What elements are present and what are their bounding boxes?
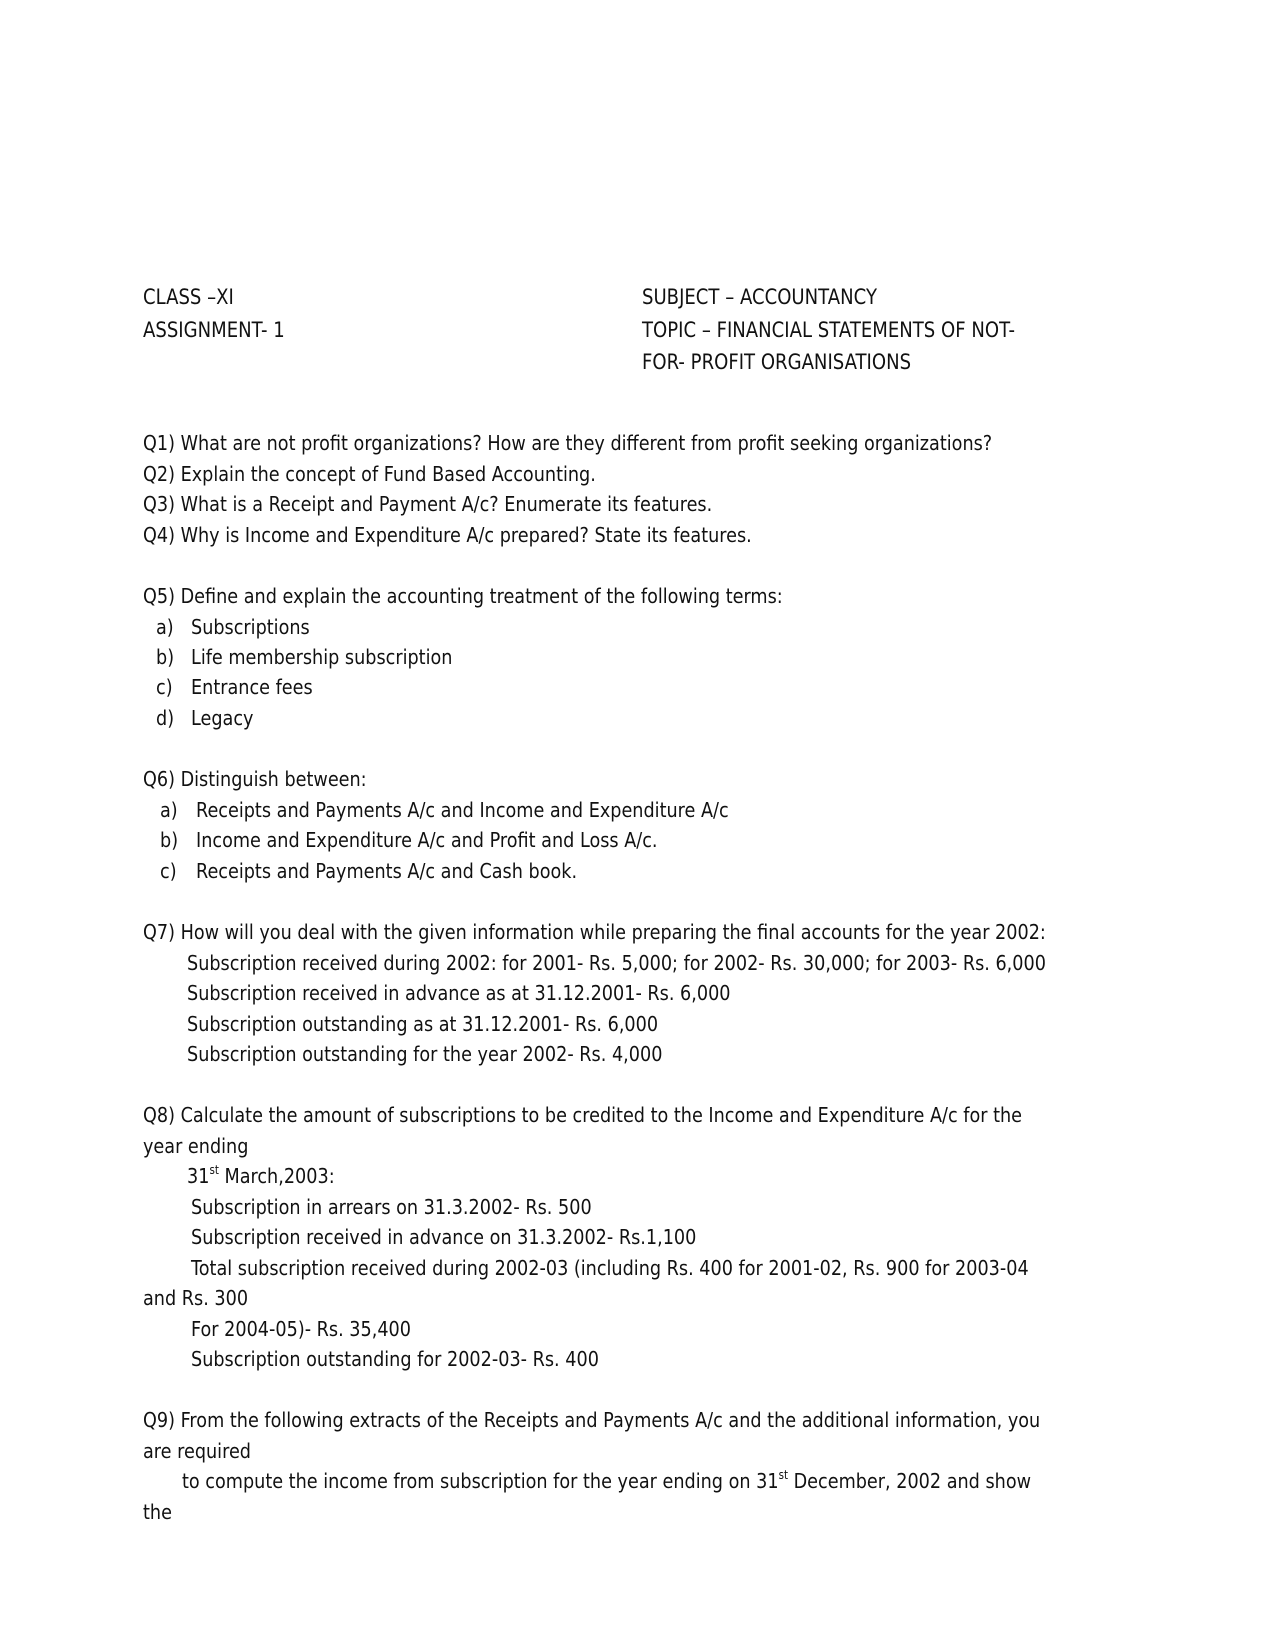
q8-date-suffix: st [209, 1163, 219, 1177]
q7-detail-line: Subscription outstanding as at 31.12.2001- Rs. 6,000 [187, 1012, 659, 1036]
question-3: Q3) What is a Receipt and Payment A/c? Enumerate its features. [143, 492, 713, 516]
question-2: Q2) Explain the concept of Fund Based Accounting. [143, 462, 596, 486]
question-1: Q1) What are not profit organizations? How are they different from profit seeking organizations? [143, 431, 993, 455]
q9-line3-suffix: st [778, 1468, 789, 1482]
question-8-continued: year ending [143, 1134, 249, 1158]
q8-detail-line: Subscription in arrears on 31.3.2002- Rs. 500 [191, 1195, 592, 1219]
q9-line3-pre: to compute the income from subscription for the year ending on 31 [182, 1469, 779, 1493]
q8-detail-line: Subscription outstanding for 2002-03- Rs. 400 [191, 1347, 599, 1371]
q6-item-text: Income and Expenditure A/c and Profit and Loss A/c. [196, 828, 658, 852]
q5-item-marker: b) [156, 645, 175, 669]
assignment-label: ASSIGNMENT- 1 [143, 318, 285, 342]
question-4: Q4) Why is Income and Expenditure A/c prepared? State its features. [143, 523, 752, 547]
question-5: Q5) Define and explain the accounting treatment of the following terms: [143, 584, 783, 608]
q7-detail-line: Subscription received in advance as at 31.12.2001- Rs. 6,000 [187, 981, 731, 1005]
class-label: CLASS –XI [143, 285, 234, 309]
question-9-line-4: the [143, 1500, 172, 1524]
q5-item-marker: d) [156, 706, 175, 730]
question-9-line-3 [182, 1468, 1032, 1493]
q8-detail-line: Subscription received in advance on 31.3.2002- Rs.1,100 [191, 1225, 697, 1249]
topic-line-2: FOR- PROFIT ORGANISATIONS [642, 350, 912, 374]
q7-detail-line: Subscription received during 2002: for 2001- Rs. 5,000; for 2002- Rs. 30,000; for 2003- Rs. 6,000 [187, 951, 1046, 975]
q7-detail-line: Subscription outstanding for the year 2002- Rs. 4,000 [187, 1042, 663, 1066]
question-7: Q7) How will you deal with the given information while preparing the final accounts for the year 2002: [143, 920, 1046, 944]
q8-date-day: 31 [187, 1164, 210, 1188]
q8-date-line [187, 1163, 335, 1188]
q8-detail-line: and Rs. 300 [143, 1286, 249, 1310]
q6-item-text: Receipts and Payments A/c and Cash book. [196, 859, 578, 883]
q5-item-marker: c) [156, 675, 173, 699]
question-9-continued: are required [143, 1439, 251, 1463]
q5-item-text: Legacy [191, 706, 254, 730]
q9-line3-post: December, 2002 and show [788, 1469, 1032, 1493]
q5-item-text: Life membership subscription [191, 645, 453, 669]
q6-item-text: Receipts and Payments A/c and Income and Expenditure A/c [196, 798, 729, 822]
q5-item-text: Entrance fees [191, 675, 313, 699]
q6-item-marker: b) [160, 828, 179, 852]
question-6: Q6) Distinguish between: [143, 767, 367, 791]
topic-line-1: TOPIC – FINANCIAL STATEMENTS OF NOT- [642, 318, 1015, 342]
subject-label: SUBJECT – ACCOUNTANCY [642, 285, 877, 309]
q5-item-text: Subscriptions [191, 615, 310, 639]
q6-item-marker: a) [160, 798, 178, 822]
q6-item-marker: c) [160, 859, 177, 883]
q5-item-marker: a) [156, 615, 174, 639]
q8-detail-line: For 2004-05)- Rs. 35,400 [191, 1317, 411, 1341]
q8-detail-line: Total subscription received during 2002-03 (including Rs. 400 for 2001-02, Rs. 900 for 2003-04 [191, 1256, 1029, 1280]
question-8: Q8) Calculate the amount of subscriptions to be credited to the Income and Expenditure A/c for the [143, 1103, 1023, 1127]
q8-date-rest: March,2003: [218, 1164, 335, 1188]
question-9: Q9) From the following extracts of the Receipts and Payments A/c and the additional information, you [143, 1408, 1041, 1432]
